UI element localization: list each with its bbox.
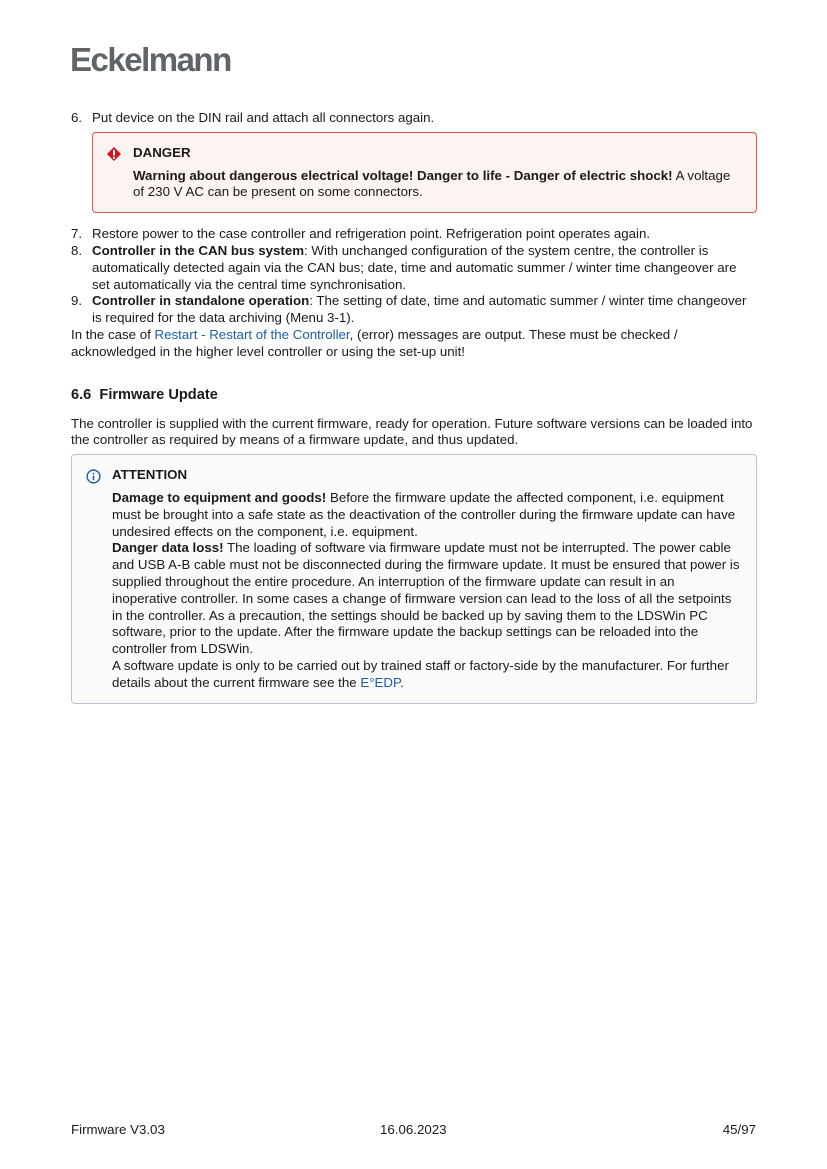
attention-notice (71, 454, 757, 703)
attention-para-2 (112, 540, 742, 658)
list-item (71, 243, 757, 293)
item-number: 9. (71, 293, 83, 309)
danger-notice (92, 132, 757, 213)
info-icon (86, 469, 101, 489)
item-body: : With unchanged configuration of the system centre, the controller is automatically detected again via the CAN bus; date, time and automatic summer / winter time changeover are set automatically via the central time synchronisation. (92, 242, 737, 292)
bold: Damage to equipment and goods! (112, 489, 327, 505)
eedp-link[interactable]: E°EDP (360, 674, 401, 690)
item-number: 8. (71, 242, 83, 258)
text: A software update is only to be carried out by trained staff or factory-side by the manufacturer. For further details about the current firmware see the (112, 657, 729, 690)
intro-paragraph: The controller is supplied with the current firmware, ready for operation. Future software versions can be loaded into the controller as required by means of a firmware update, and thus updated. (71, 415, 753, 448)
list-item (71, 293, 757, 327)
list-item (71, 110, 757, 127)
attention-title: ATTENTION (112, 467, 188, 483)
attention-para-1 (112, 490, 742, 540)
footer-date: 16.06.2023 (380, 1122, 447, 1137)
item-body: : The setting of date, time and automatic summer / winter time changeover is required for the data archiving (Menu 3-1). (92, 293, 747, 326)
item-number: 7. (71, 226, 83, 242)
steps-list (71, 110, 757, 127)
item-number: 6. (71, 110, 83, 125)
danger-text (133, 168, 742, 202)
attention-para-3 (112, 658, 742, 692)
restart-paragraph (71, 327, 757, 361)
section-heading (71, 386, 757, 404)
item-bold: Controller in standalone operation (92, 293, 310, 309)
danger-diamond-icon (106, 146, 122, 167)
item-text: Restore power to the case controller and refrigeration point. Refrigeration point operates again. (92, 226, 651, 242)
text: . (400, 674, 404, 690)
item-text (92, 293, 757, 327)
danger-body: A voltage of 230 V AC can be present on some connectors. (133, 167, 731, 200)
steps-list-continued (71, 226, 757, 327)
restart-link[interactable]: Restart - Restart of the Controller (154, 326, 350, 342)
eckelmann-logo: Eckelmann (70, 41, 231, 78)
text: The loading of software via firmware update must not be interrupted. The power cable and USB A-B cable must not be disconnected during the firmware update. It must be ensured that power is supplied throughout the entire procedure. An interruption of the firmware update can result in an inoperative controller. In some cases a change of firmware version can lead to the loss of all the setpoints in the controller. As a precaution, the settings should be backed up by saving them to the LDSWin PC software, prior to the update. After the firmware update the backup settings can be reloaded into the controller from LDSWin. (112, 540, 740, 657)
text: In the case of (71, 326, 155, 342)
danger-title: DANGER (133, 144, 191, 160)
text: Before the firmware update the affected component, i.e. equipment must be brought into a safe state as the deactivation of the controller during the firmware update can have undesired effects on the component, i.e. equipment. (112, 489, 736, 539)
section-number: 6.6 (71, 386, 92, 403)
section-title: Firmware Update (99, 386, 218, 403)
bold: Danger data loss! (112, 540, 224, 556)
text: , (error) messages are output. These must be checked / acknowledged in the higher level controller or using the set-up unit! (71, 326, 678, 359)
danger-bold: Warning about dangerous electrical voltage! Danger to life - Danger of electric shock! (133, 167, 673, 183)
item-text (92, 243, 757, 293)
list-item (71, 226, 757, 243)
item-bold: Controller in the CAN bus system (92, 242, 305, 258)
item-text: Put device on the DIN rail and attach all connectors again. (92, 110, 435, 125)
footer-firmware: Firmware V3.03 (71, 1122, 165, 1137)
page-content (71, 110, 757, 709)
footer-page-number: 45/97 (722, 1122, 756, 1137)
